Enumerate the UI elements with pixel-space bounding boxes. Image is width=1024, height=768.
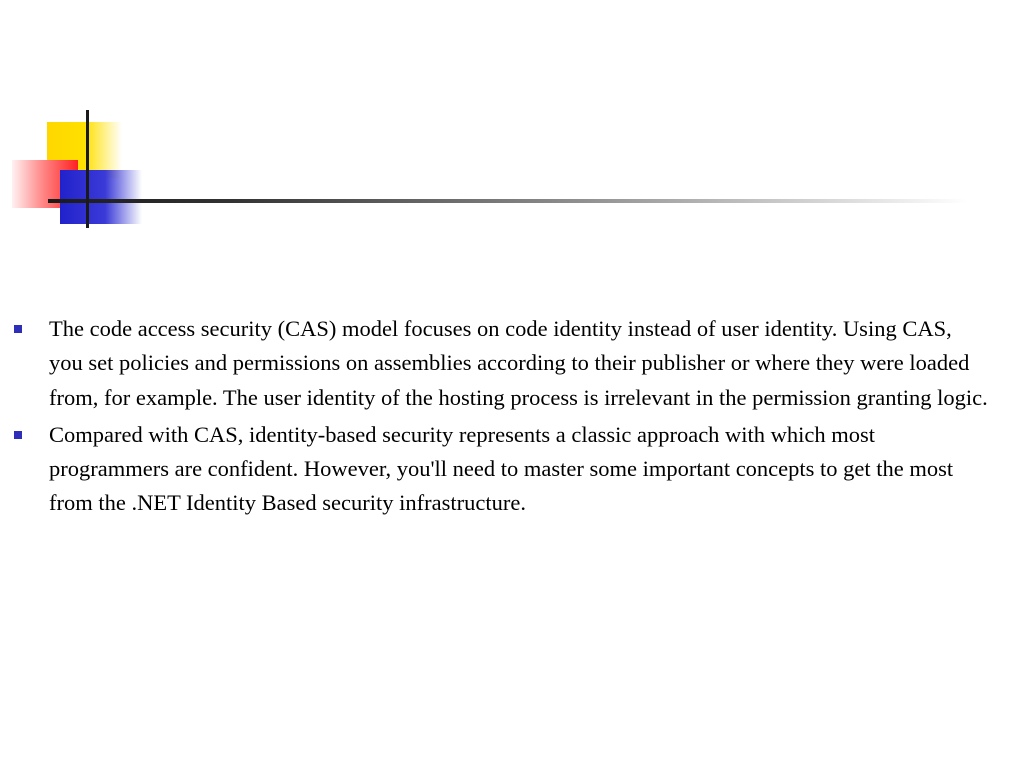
bullet-item-cas [14,312,989,415]
bullet-text: The code access security (CAS) model focuses on code identity instead of user identity. Using CAS, you set policies and permissions on assemblies according to their publisher or where they were loaded from, for example. The user identity of the hosting process is irrelevant in the permission granting logic. [49,316,988,410]
blue-square-decoration [60,170,142,224]
square-bullet-icon [14,431,22,439]
bullet-item-identity-based [14,418,989,521]
title-decoration [0,0,1024,260]
vertical-rule [86,110,89,228]
bullet-list [14,312,989,524]
horizontal-rule [48,199,968,203]
bullet-text: Compared with CAS, identity-based security represents a classic approach with which most programmers are confident. However, you'll need to master some important concepts to get the most from the .NET Identity Based security infrastructure. [49,421,954,516]
square-bullet-icon [14,325,22,333]
